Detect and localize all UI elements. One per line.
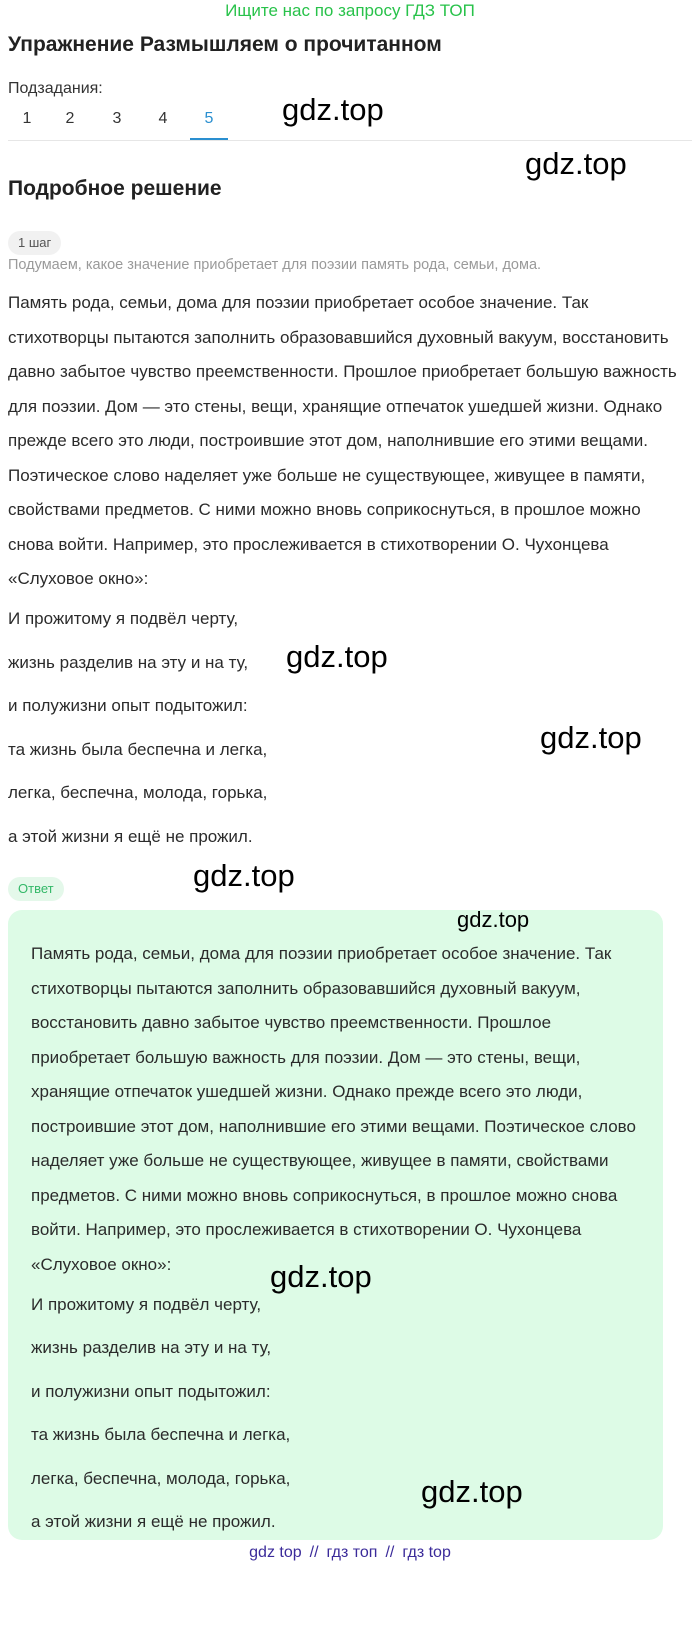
verse-line: жизнь разделив на эту и на ту, (8, 653, 249, 672)
verse-line: а этой жизни я ещё не прожил. (8, 827, 253, 846)
solution-text: Память рода, семьи, дома для поэзии приобретает особое значение. Так стихотворцы пытаются заполнить образовавшийся духовный вакуум, восстановить давно забытое чувство преемственности. Прошлое приобретает большую важность для поэзии. Дом — это стены, вещи, хранящие отпечаток ушедшей жизни. Однако прежде всего это люди, построившие этот дом, наполнившие его этими вещами. Поэтическое слово наделяет уже больше не существующее, живущее в памяти, свойствами предметов. С ними можно вновь соприкоснуться, в прошлое можно снова войти. Например, это прослеживается в стихотворении О. Чухонцева «Слуховое окно»: (8, 293, 677, 588)
watermark: gdz.top (525, 146, 627, 181)
verse-line: легка, беспечна, молода, горька, (8, 783, 268, 802)
tab-2[interactable]: 2 (65, 110, 75, 127)
exercise-title: Упражнение Размышляем о прочитанном (8, 33, 442, 56)
watermark: gdz.top (282, 92, 384, 127)
footer-link-gdz-top[interactable]: gdz top (249, 1544, 302, 1561)
watermark: gdz.top (193, 858, 295, 893)
footer-separator: // (385, 1544, 395, 1561)
watermark: gdz.top (270, 1259, 372, 1294)
tab-5[interactable]: 5 (190, 104, 228, 140)
watermark: gdz.top (286, 639, 388, 674)
watermark: gdz.top (421, 1474, 523, 1509)
footer-links (0, 1542, 700, 1564)
footer-link-gdz-top-ru[interactable]: гдз топ (326, 1544, 378, 1561)
footer-link-gdz-top-mixed[interactable]: гдз top (402, 1544, 451, 1561)
answer-verse-line: а этой жизни я ещё не прожил. (31, 1512, 276, 1531)
subtasks-label: Подзадания: (8, 80, 103, 97)
verse-line: та жизнь была беспечна и легка, (8, 740, 268, 759)
answer-verse-line: и полужизни опыт подытожил: (31, 1382, 271, 1401)
promo-banner: Ищите нас по запросу ГДЗ ТОП (225, 1, 475, 20)
watermark: gdz.top (457, 907, 530, 932)
verse-line: И прожитому я подвёл черту, (8, 609, 239, 628)
answer-text: Память рода, семьи, дома для поэзии приобретает особое значение. Так стихотворцы пытаются заполнить образовавшийся духовный вакуум, восстановить давно забытое чувство преемственности. Прошлое приобретает большую важность для поэзии. Дом — это стены, вещи, хранящие отпечаток ушедшей жизни. Однако прежде всего это люди, построившие этот дом, наполнившие его этими вещами. Поэтическое слово наделяет уже больше не существующее, живущее в памяти, свойствами предметов. С ними можно вновь соприкоснуться, в прошлое можно снова войти. Например, это прослеживается в стихотворении О. Чухонцева «Слуховое окно»: (31, 944, 636, 1274)
footer-separator: // (309, 1544, 319, 1561)
answer-verse-line: жизнь разделив на эту и на ту, (31, 1338, 272, 1357)
answer-verse-line: легка, беспечна, молода, горька, (31, 1469, 291, 1488)
watermark: gdz.top (540, 720, 642, 755)
solution-title: Подробное решение (8, 177, 222, 200)
tab-3[interactable]: 3 (112, 110, 122, 127)
verse-line: и полужизни опыт подытожил: (8, 696, 248, 715)
tab-4[interactable]: 4 (158, 110, 168, 127)
step-badge: 1 шаг (8, 231, 61, 255)
answer-verse-line: та жизнь была беспечна и легка, (31, 1425, 291, 1444)
answer-badge: Ответ (8, 877, 64, 901)
step-hint: Подумаем, какое значение приобретает для поэзии память рода, семьи, дома. (8, 257, 542, 273)
tab-1[interactable]: 1 (22, 110, 32, 127)
answer-verse-line: И прожитому я подвёл черту, (31, 1295, 262, 1314)
